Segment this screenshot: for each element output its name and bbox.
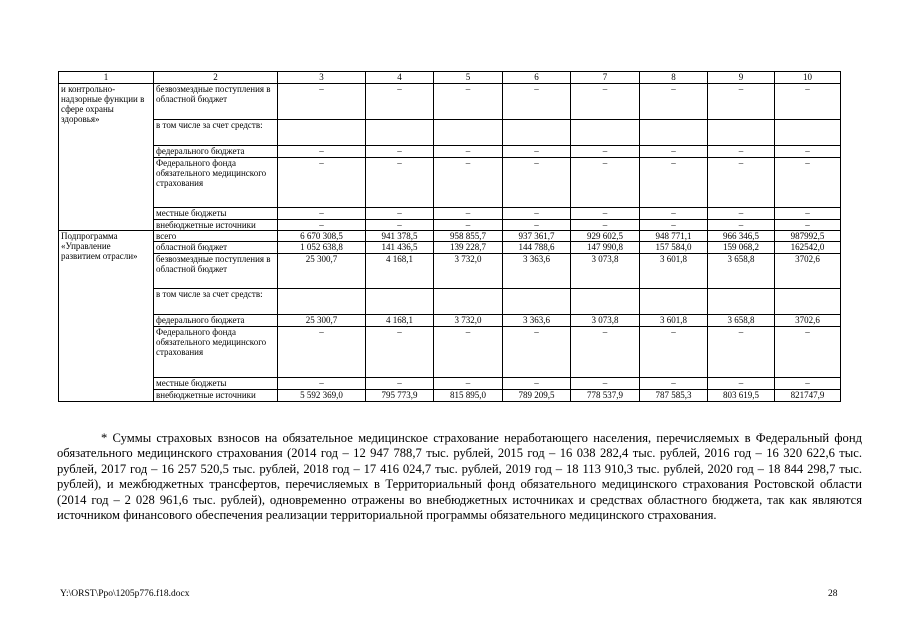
funding-source-cell: местные бюджеты xyxy=(154,378,278,390)
table-header-row xyxy=(59,72,841,84)
amount-cell: – xyxy=(708,327,775,378)
amount-cell: – xyxy=(640,84,708,120)
amount-cell: 139 228,7 xyxy=(434,242,503,254)
amount-cell: – xyxy=(278,208,366,220)
amount-cell: 787 585,3 xyxy=(640,390,708,402)
amount-cell: – xyxy=(571,378,640,390)
funding-source-cell: федерального бюджета xyxy=(154,315,278,327)
amount-cell: 25 300,7 xyxy=(278,315,366,327)
amount-cell: – xyxy=(434,378,503,390)
amount-cell: 987992,5 xyxy=(775,231,841,242)
amount-cell: 3 732,0 xyxy=(434,315,503,327)
amount-cell: – xyxy=(708,158,775,208)
amount-cell: – xyxy=(503,208,571,220)
amount-cell: – xyxy=(640,146,708,158)
amount-cell: – xyxy=(708,84,775,120)
amount-cell: – xyxy=(503,158,571,208)
amount-cell: 3 363,6 xyxy=(503,315,571,327)
amount-cell: 3 732,0 xyxy=(434,254,503,289)
amount-cell: 25 300,7 xyxy=(278,254,366,289)
amount-cell: 159 068,2 xyxy=(708,242,775,254)
amount-cell: 789 209,5 xyxy=(503,390,571,402)
table-header-cell: 3 xyxy=(278,72,366,84)
funding-source-cell: безвозмездные поступления в областной бюджет xyxy=(154,84,278,120)
amount-cell: – xyxy=(571,146,640,158)
table-header-cell: 1 xyxy=(59,72,154,84)
amount-cell: – xyxy=(775,84,841,120)
amount-cell: – xyxy=(775,220,841,231)
amount-cell: 141 436,5 xyxy=(366,242,434,254)
amount-cell: 815 895,0 xyxy=(434,390,503,402)
table-row xyxy=(59,242,841,254)
amount-cell: 966 346,5 xyxy=(708,231,775,242)
funding-source-cell: областной бюджет xyxy=(154,242,278,254)
table-row xyxy=(59,120,841,146)
amount-cell: – xyxy=(503,327,571,378)
amount-cell: – xyxy=(640,220,708,231)
amount-cell: – xyxy=(571,84,640,120)
amount-cell: – xyxy=(571,208,640,220)
amount-cell: 3 658,8 xyxy=(708,315,775,327)
amount-cell: – xyxy=(503,378,571,390)
amount-cell xyxy=(708,120,775,146)
amount-cell: 3 073,8 xyxy=(571,254,640,289)
table-row xyxy=(59,315,841,327)
amount-cell: – xyxy=(640,327,708,378)
funding-source-cell: всего xyxy=(154,231,278,242)
amount-cell xyxy=(366,120,434,146)
funding-source-cell: в том числе за счет средств: xyxy=(154,289,278,315)
amount-cell: 3 363,6 xyxy=(503,254,571,289)
amount-cell: – xyxy=(366,220,434,231)
amount-cell: 929 602,5 xyxy=(571,231,640,242)
amount-cell: 4 168,1 xyxy=(366,315,434,327)
amount-cell: – xyxy=(366,208,434,220)
amount-cell: 162542,0 xyxy=(775,242,841,254)
amount-cell: – xyxy=(640,208,708,220)
funding-source-cell: Федерального фонда обязательного медицинского страхования xyxy=(154,327,278,378)
amount-cell: – xyxy=(775,146,841,158)
amount-cell xyxy=(278,289,366,315)
amount-cell xyxy=(503,120,571,146)
amount-cell: – xyxy=(640,378,708,390)
table-row xyxy=(59,327,841,378)
amount-cell: – xyxy=(775,158,841,208)
table-header-cell: 6 xyxy=(503,72,571,84)
amount-cell: – xyxy=(278,84,366,120)
amount-cell: – xyxy=(434,327,503,378)
table-row xyxy=(59,208,841,220)
amount-cell xyxy=(503,289,571,315)
table-row xyxy=(59,84,841,120)
amount-cell: – xyxy=(366,158,434,208)
table-header-cell: 9 xyxy=(708,72,775,84)
amount-cell: – xyxy=(434,208,503,220)
amount-cell: – xyxy=(708,220,775,231)
program-name-cell: и контрольно-надзорные функции в сфере охраны здоровья» xyxy=(59,84,154,231)
amount-cell: – xyxy=(708,146,775,158)
table-row xyxy=(59,378,841,390)
funding-source-cell: в том числе за счет средств: xyxy=(154,120,278,146)
amount-cell: 778 537,9 xyxy=(571,390,640,402)
funding-source-cell: внебюджетные источники xyxy=(154,390,278,402)
table-header-cell: 2 xyxy=(154,72,278,84)
amount-cell xyxy=(434,289,503,315)
amount-cell: – xyxy=(278,220,366,231)
funding-source-cell: внебюджетные источники xyxy=(154,220,278,231)
amount-cell xyxy=(366,289,434,315)
amount-cell: – xyxy=(571,220,640,231)
amount-cell xyxy=(571,120,640,146)
page-number: 28 xyxy=(828,589,838,599)
amount-cell: – xyxy=(278,146,366,158)
table-row xyxy=(59,158,841,208)
amount-cell: – xyxy=(708,378,775,390)
amount-cell: – xyxy=(366,146,434,158)
amount-cell: – xyxy=(278,158,366,208)
amount-cell: – xyxy=(775,327,841,378)
amount-cell: 821747,9 xyxy=(775,390,841,402)
amount-cell xyxy=(278,120,366,146)
amount-cell xyxy=(775,289,841,315)
amount-cell: – xyxy=(434,84,503,120)
amount-cell: 941 378,5 xyxy=(366,231,434,242)
amount-cell xyxy=(775,120,841,146)
amount-cell: 937 361,7 xyxy=(503,231,571,242)
amount-cell: 3 601,8 xyxy=(640,254,708,289)
table-header-cell: 7 xyxy=(571,72,640,84)
table-header-cell: 4 xyxy=(366,72,434,84)
table-header-cell: 10 xyxy=(775,72,841,84)
table-row xyxy=(59,390,841,402)
amount-cell xyxy=(571,289,640,315)
amount-cell: 795 773,9 xyxy=(366,390,434,402)
amount-cell: 5 592 369,0 xyxy=(278,390,366,402)
amount-cell: – xyxy=(434,220,503,231)
amount-cell xyxy=(640,289,708,315)
amount-cell: – xyxy=(775,208,841,220)
amount-cell: 6 670 308,5 xyxy=(278,231,366,242)
funding-source-cell: местные бюджеты xyxy=(154,208,278,220)
amount-cell: 144 788,6 xyxy=(503,242,571,254)
table-row xyxy=(59,254,841,289)
amount-cell: – xyxy=(366,84,434,120)
amount-cell: 958 855,7 xyxy=(434,231,503,242)
funding-source-cell: безвозмездные поступления в областной бюджет xyxy=(154,254,278,289)
amount-cell: 3 601,8 xyxy=(640,315,708,327)
funding-source-cell: федерального бюджета xyxy=(154,146,278,158)
amount-cell: 4 168,1 xyxy=(366,254,434,289)
amount-cell: – xyxy=(366,327,434,378)
table-row xyxy=(59,220,841,231)
program-name-cell: Подпрограмма «Управление развитием отрасли» xyxy=(59,231,154,402)
footer-file-path: Y:\ORST\Ppo\1205p776.f18.docx xyxy=(60,589,190,599)
amount-cell: 3 073,8 xyxy=(571,315,640,327)
amount-cell: – xyxy=(434,158,503,208)
budget-table xyxy=(58,71,841,402)
table-row xyxy=(59,231,841,242)
footnote: * Суммы страховых взносов на обязательное медицинское страхование неработающего населения, перечисляемых в Федеральный фонд обязательного медицинского страхования (2014 год – 12 947 788,7 тыс. рублей, 2015 год – 16 038 282,4 тыс. рублей, 2016 год – 16 320 622,6 тыс. рублей, 2017 год – 16 257 520,5 тыс. рублей, 2018 год – 17 416 024,7 тыс. рублей, 2019 год – 18 113 910,3 тыс. рублей, 2020 год – 18 844 298,7 тыс. рублей), и межбюджетных трансфертов, перечисляемых в Территориальный фонд обязательного медицинского страхования Ростовской области (2014 год – 2 028 961,6 тыс. рублей), одновременно отражены во внебюджетных источниках и средствах областного бюджета, так как являются источником финансового обеспечения реализации территориальной программы обязательного медицинского страхования. xyxy=(57,431,862,523)
amount-cell xyxy=(640,120,708,146)
table-row xyxy=(59,146,841,158)
amount-cell xyxy=(434,120,503,146)
amount-cell: – xyxy=(775,378,841,390)
amount-cell: – xyxy=(503,146,571,158)
amount-cell: – xyxy=(366,378,434,390)
funding-source-cell: Федерального фонда обязательного медицинского страхования xyxy=(154,158,278,208)
amount-cell: 147 990,8 xyxy=(571,242,640,254)
amount-cell: 1 052 638,8 xyxy=(278,242,366,254)
amount-cell: 157 584,0 xyxy=(640,242,708,254)
table-row xyxy=(59,289,841,315)
amount-cell: – xyxy=(708,208,775,220)
amount-cell: – xyxy=(571,158,640,208)
amount-cell: 3702,6 xyxy=(775,315,841,327)
amount-cell: 948 771,1 xyxy=(640,231,708,242)
amount-cell: 803 619,5 xyxy=(708,390,775,402)
amount-cell: – xyxy=(278,327,366,378)
table-header-cell: 8 xyxy=(640,72,708,84)
amount-cell: – xyxy=(571,327,640,378)
amount-cell: – xyxy=(503,220,571,231)
table-header-cell: 5 xyxy=(434,72,503,84)
amount-cell: – xyxy=(434,146,503,158)
amount-cell: 3 658,8 xyxy=(708,254,775,289)
amount-cell xyxy=(708,289,775,315)
amount-cell: – xyxy=(503,84,571,120)
amount-cell: – xyxy=(640,158,708,208)
amount-cell: 3702,6 xyxy=(775,254,841,289)
amount-cell: – xyxy=(278,378,366,390)
